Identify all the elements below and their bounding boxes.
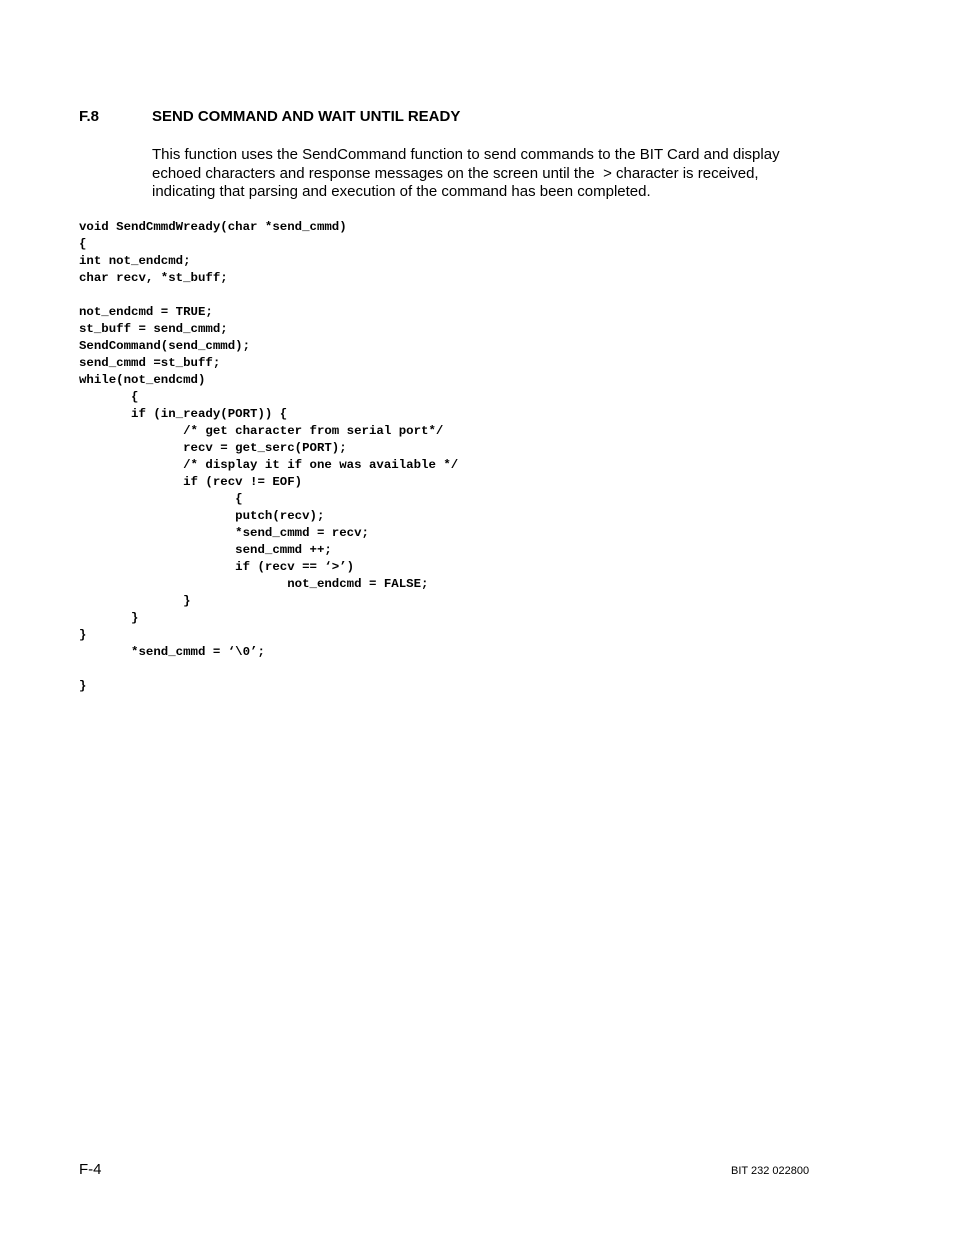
section-number: F.8	[79, 108, 100, 125]
code-line: not_endcmd = TRUE;	[79, 305, 213, 319]
code-line: char recv, *st_buff;	[79, 271, 228, 285]
code-line: *send_cmmd = ‘\0’;	[79, 645, 265, 659]
code-line: if (recv == ‘>’)	[79, 560, 355, 574]
code-line: }	[79, 628, 87, 642]
code-line: st_buff = send_cmmd;	[79, 322, 228, 336]
code-line: not_endcmd = FALSE;	[79, 577, 429, 591]
intro-paragraph	[152, 146, 832, 202]
code-line: *send_cmmd = recv;	[79, 526, 369, 540]
code-line: {	[79, 237, 87, 251]
code-line: if (in_ready(PORT)) {	[79, 407, 288, 421]
code-line: }	[79, 679, 87, 693]
code-line: {	[79, 390, 139, 404]
code-line: if (recv != EOF)	[79, 475, 303, 489]
code-line: }	[79, 611, 139, 625]
code-line: putch(recv);	[79, 509, 325, 523]
code-line: void SendCmmdWready(char *send_cmmd)	[79, 220, 347, 234]
code-line: /* display it if one was available */	[79, 458, 459, 472]
code-line	[79, 661, 458, 678]
section-title: SEND COMMAND AND WAIT UNTIL READY	[152, 108, 461, 125]
code-line: SendCommand(send_cmmd);	[79, 339, 251, 353]
code-line: while(not_endcmd)	[79, 373, 206, 387]
code-line: {	[79, 492, 243, 506]
code-line: }	[79, 594, 191, 608]
page-number: F-4	[79, 1161, 102, 1178]
code-line: recv = get_serc(PORT);	[79, 441, 347, 455]
code-line: send_cmmd =st_buff;	[79, 356, 221, 370]
intro-line: echoed characters and response messages on the screen until the > character is received,	[152, 164, 759, 182]
intro-line: indicating that parsing and execution of the command has been completed.	[152, 183, 651, 200]
intro-line: This function uses the SendCommand function to send commands to the BIT Card and display	[152, 146, 780, 163]
code-line: /* get character from serial port*/	[79, 424, 444, 438]
document-id: BIT 232 022800	[731, 1165, 810, 1177]
code-line: send_cmmd ++;	[79, 543, 332, 557]
code-line: int not_endcmd;	[79, 254, 191, 268]
code-block	[79, 219, 458, 695]
code-line	[79, 287, 458, 304]
